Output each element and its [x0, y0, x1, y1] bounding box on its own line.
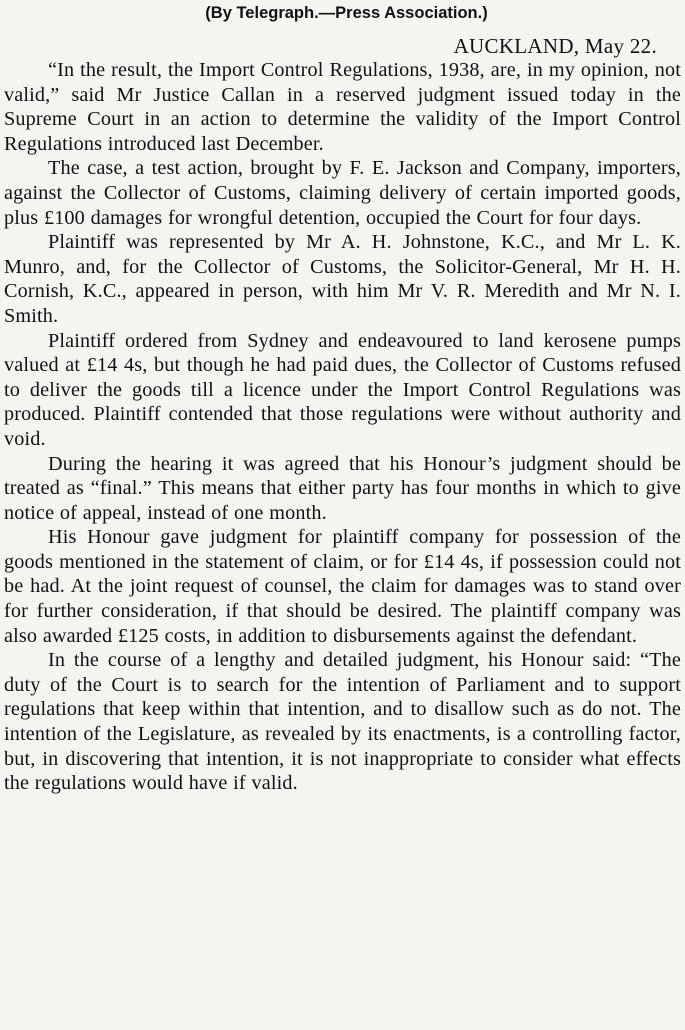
paragraph-verdict: “In the result, the Import Control Regulations, 1938, are, in my opinion, not valid,” said Mr Justice Callan in a reserved judgment issued today in the Supreme Court in an action to determine the validity of the Import Control Regulations introduced last December. — [4, 59, 681, 155]
paragraph-facts: Plaintiff ordered from Sydney and endeavoured to land kerosene pumps valued at £14 4s, but though he had paid dues, the Collector of Customs refused to deliver the goods till a licence under the Import Control Regulations was produced. Plaintiff contended that those regulations were without authority and void. — [4, 329, 681, 450]
paragraph-final: During the hearing it was agreed that his Honour’s judgment should be treated as “final.” This means that either party has four months in which to give notice of appeal, instead of one month. — [4, 452, 681, 524]
paragraph-counsel: Plaintiff was represented by Mr A. H. Johnstone, K.C., and Mr L. K. Munro, and, for the Collector of Customs, the Solicitor-General, Mr H. H. Cornish, K.C., appeared in person, with him Mr V. R. Meredith and Mr N. I. Smith. — [4, 231, 681, 327]
newspaper-clipping — [0, 2, 685, 1030]
paragraph-case: The case, a test action, brought by F. E. Jackson and Company, importers, against the Collector of Customs, claiming delivery of certain imported goods, plus £100 damages for wrongful detention, occupied the Court for four days. — [4, 157, 681, 229]
byline: (By Telegraph.—Press Association.) — [205, 4, 488, 22]
dateline: AUCKLAND, May 22. — [453, 34, 657, 58]
paragraph-judgment: His Honour gave judgment for plaintiff company for possession of the goods mentioned in the statement of claim, or for £14 4s, if possession could not be had. At the joint request of counsel, the claim for damages was to stand over for further consideration, if that should be desired. The plaintiff company was also awarded £125 costs, in addition to disbursements against the defendant. — [4, 526, 681, 647]
paragraph-reasoning: In the course of a lengthy and detailed judgment, his Honour said: “The duty of the Court is to search for the intention of Parliament and to support regulations that keep within that intention, and to disallow such as do not. The intention of the Legislature, as revealed by its enactments, is a controlling factor, but, in discovering that intention, it is not inappropriate to consider what effects the regulations would have if valid. — [4, 649, 681, 795]
